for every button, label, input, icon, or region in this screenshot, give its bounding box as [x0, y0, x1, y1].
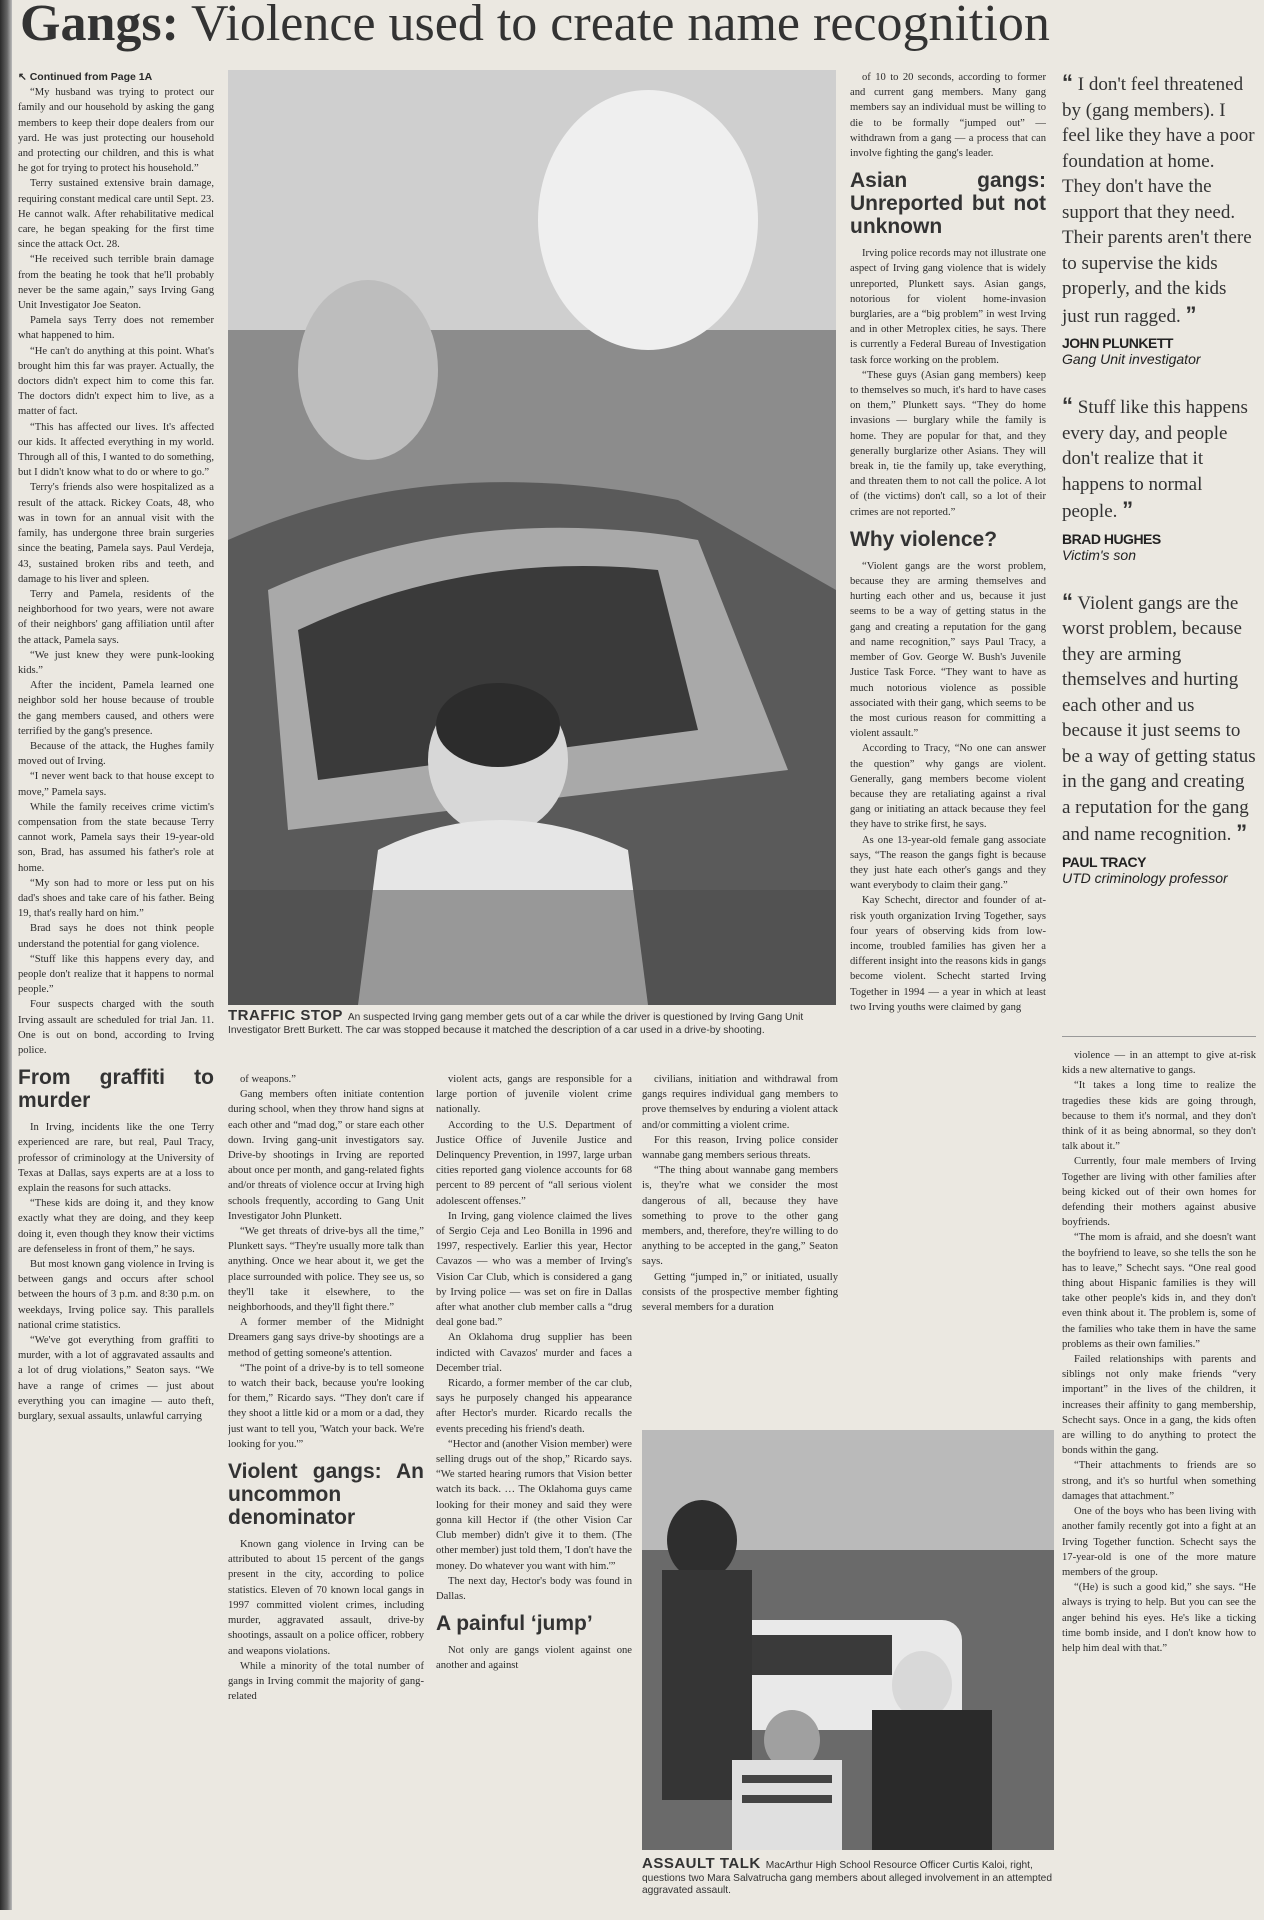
paragraph: As one 13-year-old female gang associate says, “The reason the gangs fight is because they just hate each other's gangs and they want everybody to claim their gang.” [850, 834, 1046, 892]
column-5 [850, 70, 1046, 1420]
paragraph: Getting “jumped in,” or initiated, usually consists of the prospective member fighting several members for a duration [642, 1271, 838, 1314]
paragraph: “My husband was trying to protect our family and our household by asking the gang members to keep their dope dealers from our yard. He was just protecting our household and protecting our children, and this is what he got for trying to protect his household.” [18, 87, 214, 175]
page-edge-shadow [0, 0, 12, 1910]
paragraph: Currently, four male members of Irving Together are living with other families after being kicked out of their own homes for defending their mothers against abusive boyfriends. [1062, 1156, 1256, 1229]
photo-assault-talk [642, 1430, 1054, 1850]
paragraph: In Irving, incidents like the one Terry experienced are rare, but real, Paul Tracy, professor of criminology at the University of Texas at Dallas, says experts are at a loss to explain the reasons for such attacks. [18, 1122, 214, 1195]
paragraph: “These kids are doing it, and they know exactly what they are doing, and they keep doing it, even though they know their victims are defenseless in front of them,” he says. [18, 1198, 214, 1255]
paragraph: “He received such terrible brain damage from the beating he took that he'll probably never be the same again,” says Irving Gang Unit Investigator Joe Seaton. [18, 254, 214, 312]
col6-body [1062, 1048, 1256, 1656]
paragraph: “It takes a long time to realize the tragedies these kids are going through, because to them it's normal, and they don't think of it as being abnormal, so they don't talk about it.” [1062, 1080, 1256, 1153]
paragraph: “(He) is such a good kid,” she says. “He always is trying to help. But you can see the anger behind his eyes. He's like a ticking time bomb inside, and I don't know how to help him deal with that.” [1062, 1582, 1256, 1654]
paragraph: of weapons.” [240, 1074, 296, 1085]
quote-name: JOHN PLUNKETT [1062, 335, 1173, 351]
pull-quote-2: “ Stuff like this happens every day, and people don't realize that it happens to normal people. ” BRAD HUGHES Victim's son [1062, 393, 1256, 563]
column-6 [1062, 1048, 1256, 1908]
headline: Gangs: Violence used to create name recognition [20, 0, 1050, 52]
col3-body [436, 1072, 632, 1604]
paragraph: Ricardo, a former member of the car club, says he purposely changed his appearance after Hector's murder. Ricardo recalls the events preceding his friend's death. [436, 1378, 632, 1435]
paragraph: The next day, Hector's body was found in Dallas. [436, 1575, 632, 1602]
caption-label: TRAFFIC STOP [228, 1010, 343, 1024]
paragraph: While a minority of the total number of gangs in Irving commit the majority of gang-related [228, 1660, 424, 1703]
col5c-body [850, 559, 1046, 1015]
paragraph: “Violent gangs are the worst problem, because they are arming themselves and hurting each other and us, because it just seems to be a way of getting status in the gang and creating a reputation for the gang and name recognition,” says Paul Tracy, a member of Gov. George W. Bush's Juvenile Justice Task Force. “They want to have as much notorious violence as possible associated with their gang, which seems to be the most curious reason for committing a violent assault.” [850, 560, 1046, 740]
paragraph: of 10 to 20 seconds, according to former and current gang members. Many gang members say an individual must be willing to die to be formally “jumped out” — withdrawn from a gang — a process that can involve fighting the gang's leader. [850, 72, 1046, 160]
paragraph: One of the boys who has been living with another family recently got into a fight at an Irving Together function. Schecht says the 17-year-old is one of the more mature members of the group. [1062, 1506, 1256, 1578]
paragraph: But most known gang violence in Irving is between gangs and occurs after school between the hours of 3 p.m. and 8:30 p.m. on weekdays, Irving police say. This parallels national crime statistics. [18, 1259, 214, 1331]
paragraph: “The mom is afraid, and she doesn't want the boyfriend to leave, so she tells the son he has to leave,” Schecht says. “One real good thing about Hispanic families is they will take other people's kids in, and they don't even think about it. The problem is, some of the families who take them in have the same problems as their own families.” [1062, 1232, 1256, 1350]
paragraph: Terry's friends also were hospitalized as a result of the attack. Rickey Coats, 48, who was in town for an annual visit with the family, has undergone three brain surgeries since the beating, Pamela says. Paul Verdeja, 43, sustained broken ribs and teeth, and damage to his liver and spleen. [18, 482, 214, 585]
paragraph: “We just knew they were punk-looking kids.” [18, 649, 214, 676]
quote-role: UTD criminology professor [1062, 869, 1228, 886]
paragraph: Terry and Pamela, residents of the neighborhood for two years, were not aware of their neighbors' gang affiliation until after the attack, Pamela says. [18, 588, 214, 646]
paragraph: Terry sustained extensive brain damage, requiring constant medical care until Sept. 23. He cannot walk. After rehabilitative medical care, he began speaking for the first time since the attack Oct. 28. [18, 178, 214, 251]
paragraph: “Their attachments to friends are so strong, and it's so hurtful when something damages that attachment.” [1062, 1460, 1256, 1502]
subhead-jump: A painful ‘jump’ [436, 1612, 593, 1636]
caption-label-2: ASSAULT TALK [642, 1858, 761, 1872]
photo-traffic-stop [228, 70, 836, 1005]
paragraph: civilians, initiation and withdrawal from gangs requires individual gang members to prove themselves by enduring a violent attack and/or committing a violent crime. [642, 1074, 838, 1131]
subhead-asian: Asian gangs: Unreported but not unknown [850, 169, 1046, 239]
paragraph: “My son had to more or less put on his dad's shoes and take care of his father. Being 19, that's really hard on him.” [18, 877, 214, 920]
paragraph: “These guys (Asian gang members) keep to themselves so much, it's hard to have cases on them,” Plunkett says. “They do home invasions — burglary while the family is home. They are popular for that, and they generally burglarize other Asians. They will break in, tie the family up, take everything, and threaten them to not call the police. A lot of (the victims) don't call, so a lot of their crimes are not reported.” [850, 369, 1046, 518]
column-4 [642, 1072, 838, 1412]
paragraph: Brad says he does not think people understand the potential for gang violence. [18, 923, 214, 950]
paragraph: For this reason, Irving police consider wannabe gang members serious threats. [642, 1134, 838, 1162]
paragraph: While the family receives crime victim's compensation from the state because Terry cannot work, Pamela says their 19-year-old son, Brad, has assumed his father's role at home. [18, 801, 214, 874]
photo-traffic-stop-caption: TRAFFIC STOP An suspected Irving gang member gets out of a car while the driver is questioned by Irving Gang Unit Investigator Brett Burkett. The car was stopped because it matched the description of a car used in a drive-by shooting. [228, 1010, 836, 1050]
paragraph: Known gang violence in Irving can be attributed to about 15 percent of the gangs present in the city, according to police statistics. Eleven of 70 known local gangs in 1997 committed violent crimes, including murder, aggravated assault, drive-by shootings, assault on a police officer, robbery and weapons violations. [228, 1539, 424, 1657]
photo-assault-talk-caption: ASSAULT TALK MacArthur High School Resource Officer Curtis Kaloi, right, questions two Mara Salvatrucha gang members about alleged involvement in an attempted aggravated assault. [642, 1858, 1054, 1906]
paragraph: “The point of a drive-by is to tell someone to watch their back, because you're looking for them,” Ricardo says. “They don't care if they shoot a little kid or a mom or a dad, they just want to tell you, 'Watch your back. We're looking for you.'” [228, 1362, 424, 1450]
quote-role: Gang Unit investigator [1062, 351, 1201, 367]
column-1 [18, 70, 214, 1920]
column-3 [436, 1072, 632, 1912]
paragraph: “We get threats of drive-bys all the time,” Plunkett says. “They're usually more talk than anything. Once we hear about it, we get the place surrounded with police. They see us, so they'll take it elsewhere, to the neighborhoods, and they'll fight there.” [228, 1226, 424, 1314]
quote-role: Victim's son [1062, 546, 1136, 563]
pull-quote-1: “ I don't feel threatened by (gang members). I feel like they have a poor foundation at home. They don't have the support that they need. Their parents aren't there to supervise the kids properly, and the kids just run ragged. ” JOHN PLUNKETT Gang Unit investigator [1062, 70, 1255, 367]
subhead-violent: Violent gangs: An uncommon denominator [228, 1460, 424, 1530]
paragraph: “This has affected our lives. It's affected our kids. It affected everything in my world. Through all of this, I wanted to do something, but I didn't know what to do or where to go.” [18, 421, 214, 479]
paragraph: Irving police records may not illustrate one aspect of Irving gang violence that is widely unreported, Plunkett says. Asian gangs, notorious for violent home-invasion burglaries, are a “big problem” in west Irving and in other Metroplex cities, he says. There is currently a Federal Bureau of Investigation task force working on the problem. [850, 248, 1046, 366]
paragraph: According to the U.S. Department of Justice Office of Juvenile Justice and Delinquency Prevention, in 1997, large urban cities reported gang violence accounts for 68 percent to 89 percent of “all serious violent adolescent offenses.” [436, 1119, 632, 1207]
photo-traffic-stop-image [228, 70, 836, 1005]
col5-body [850, 70, 1046, 161]
divider [1062, 1036, 1256, 1037]
paragraph: In Irving, gang violence claimed the lives of Sergio Ceja and Leo Bonilla in 1996 and 1997, respectively. Earlier this year, Hector Cavazos — who was a member of Irving's Vision Car Club, which is considered a gang by Irving police — was set on fire in Dallas after what another club member calls a “drug deal gone bad.” [436, 1210, 632, 1329]
paragraph: Kay Schecht, director and founder of at-risk youth organization Irving Together, says four years of observing kids from low-income, troubled families has given her a different insight into the reasons kids in gangs become violent. Schecht started Irving Together in 1994 — a year in which at least two Irving youths were claimed by gang [850, 895, 1046, 1013]
photo-assault-talk-image [642, 1430, 1054, 1850]
arrow-icon: ↖ [18, 71, 30, 83]
paragraph: “The thing about wannabe gang members is, they're what we consider the most dangerous of all, because they have something to prove to the other gang members, and, therefore, they're willing to do anything to be accepted in the gang,” Seaton says. [642, 1165, 838, 1268]
paragraph: After the incident, Pamela learned one neighbor sold her house because of trouble the gang members caused, and others were terrified by the gang's presence. [18, 680, 214, 737]
col5b-body [850, 246, 1046, 520]
subhead-why: Why violence? [850, 527, 998, 551]
paragraph: “Stuff like this happens every day, and people don't realize that it happens to normal people.” [18, 953, 214, 996]
paragraph: “Hector and (another Vision member) were selling drugs out of the shop,” Ricardo says. “We started hearing rumors that Vision better watch its back. … The Oklahoma guys came looking for their money and said they were gonna kill Hector if (the other Vision Car Club member) didn't give it to them. (The other member) just told them, 'I don't have the money. Do whatever you want with him.'” [436, 1438, 632, 1572]
continued-from-label: ↖ Continued from Page 1A [18, 71, 153, 83]
pull-quote-3: “ Violent gangs are the worst problem, because they are arming themselves and hurting each other and us because it just seems to be a way of getting status in the gang and creating a reputation for the gang and name recognition. ” PAUL TRACY UTD criminology professor [1062, 588, 1256, 886]
paragraph: A former member of the Midnight Dreamers gang says drive-by shootings are a method of getting someone's attention. [228, 1317, 424, 1359]
col3b-body [436, 1643, 632, 1673]
paragraph: Pamela says Terry does not remember what happened to him. [18, 315, 214, 342]
paragraph: violent acts, gangs are responsible for a large portion of juvenile violent crime nationally. [436, 1074, 632, 1116]
col1-body [18, 85, 214, 1058]
paragraph: An Oklahoma drug supplier has been indicted with Cavazos' murder and faces a December trial. [436, 1332, 632, 1374]
paragraph: According to Tracy, “No one can answer the question” why gangs are violent. Generally, gang members become violent because they are retaliating against a rival gang or initiating an attack because they feel they have to strike first, he says. [850, 743, 1046, 831]
quote-name: BRAD HUGHES [1062, 530, 1161, 547]
paragraph: violence — in an attempt to give at-risk kids a new alternative to gangs. [1062, 1050, 1256, 1077]
col2b-body [228, 1537, 424, 1704]
quote-name: PAUL TRACY [1062, 853, 1146, 870]
col2-body [228, 1072, 424, 1452]
col4-body [642, 1072, 838, 1315]
subhead-graffiti: From graffiti to murder [18, 1066, 214, 1113]
col1b-body [18, 1120, 214, 1424]
pull-quotes [1062, 70, 1256, 1030]
paragraph: Gang members often initiate contention during school, when they throw hand signs at each other and “mad dog,” or stare each other down. Irving gang-unit investigators say. Drive-by shootings in Irving are reported about once per month, and gang-related fights and/or threats of violence occur at Irving high schools frequently, according to Gang Unit Investigator John Plunkett. [228, 1089, 424, 1222]
paragraph: “I never went back to that house except to move,” Pamela says. [18, 771, 214, 798]
paragraph: “He can't do anything at this point. What's brought him this far was prayer. Actually, the doctors didn't expect him to come this far. The doctors didn't expect him to live, as a matter of fact. [18, 345, 214, 418]
paragraph: Because of the attack, the Hughes family moved out of Irving. [18, 740, 214, 768]
paragraph: “We've got everything from graffiti to murder, with a lot of aggravated assaults and a lot of drug violations,” Seaton says. “We have a range of crimes — just about everything you can imagine — auto theft, burglary, sexual assaults, unlawful carrying [18, 1335, 214, 1423]
paragraph: Failed relationships with parents and siblings not only make friends “very important” in the lives of the children, it increases their affinity to gang membership, Schecht says. Once in a gang, the kids often are willing to do anything to protect the bonds within the gang. [1062, 1354, 1256, 1457]
paragraph: Not only are gangs violent against one another and against [436, 1645, 632, 1672]
paragraph: Four suspects charged with the south Irving assault are scheduled for trial Jan. 11. One is out on bond, according to Irving police. [18, 999, 214, 1056]
column-2 [228, 1072, 424, 1912]
